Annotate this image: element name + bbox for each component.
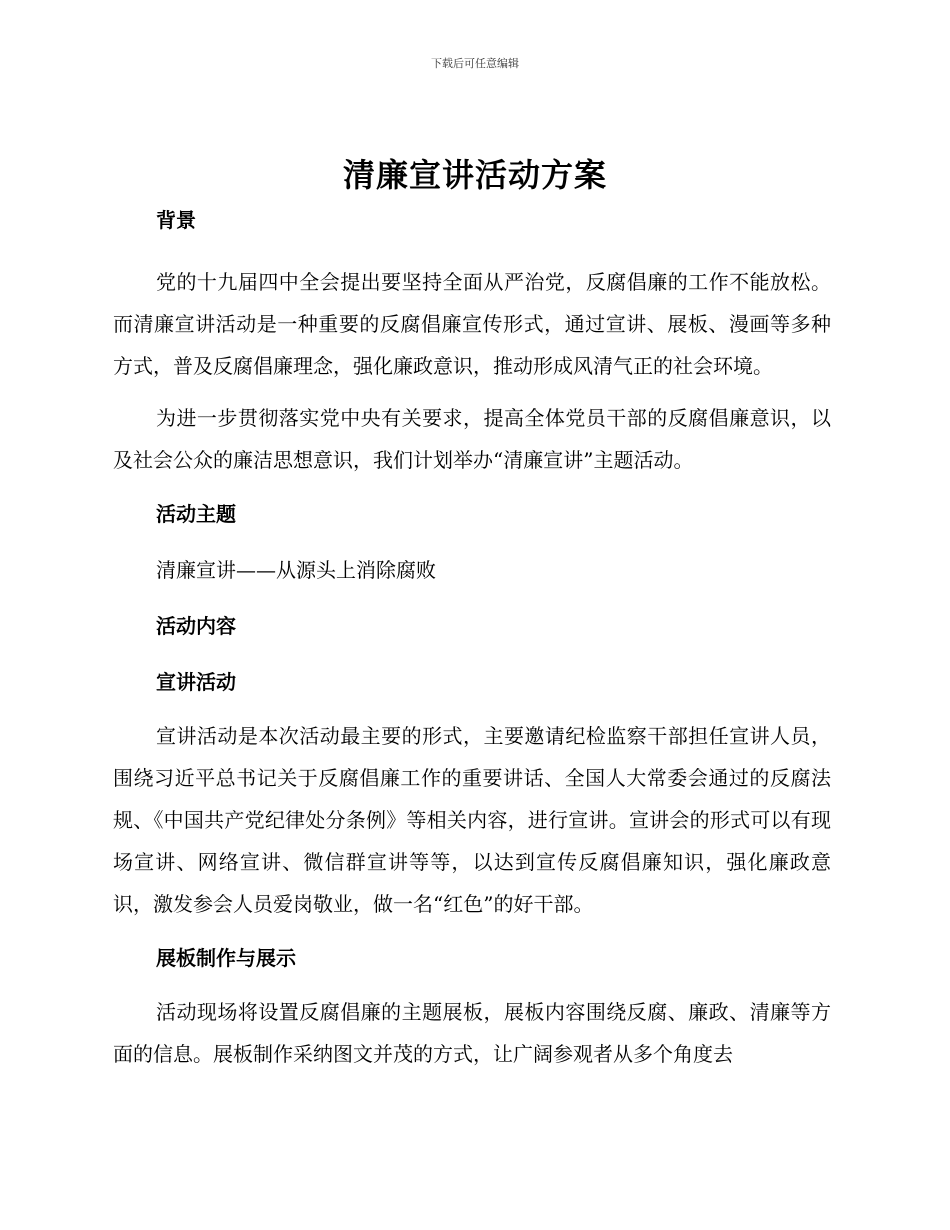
document-body <box>113 205 831 1075</box>
section-heading-theme: 活动主题 <box>156 502 236 526</box>
paragraph-exhibit: 活动现场将设置反腐倡廉的主题展板，展板内容围绕反腐、廉政、清廉等方面的信息。展板制作采纳图文并茂的方式，让广阔参观者从多个角度去 <box>113 1000 831 1066</box>
subsection-heading-exhibit: 展板制作与展示 <box>156 946 296 970</box>
section-heading-content: 活动内容 <box>156 614 236 638</box>
paragraph-background-1: 党的十九届四中全会提出要坚持全面从严治党，反腐倡廉的工作不能放松。而清廉宣讲活动是一种重要的反腐倡廉宣传形式，通过宣讲、展板、漫画等多种方式，普及反腐倡廉理念，强化廉政意识，推动形成风清气正的社会环境。 <box>113 270 831 378</box>
section-heading-background: 背景 <box>156 208 196 232</box>
document-title: 清廉宣讲活动方案 <box>342 156 607 194</box>
subsection-heading-lecture: 宣讲活动 <box>156 670 236 694</box>
paragraph-lecture: 宣讲活动是本次活动最主要的形式，主要邀请纪检监察干部担任宣讲人员，围绕习近平总书记关于反腐倡廉工作的重要讲话、全国人大常委会通过的反腐法规、《中国共产党纪律处分条例》等相关内容，进行宣讲。宣讲会的形式可以有现场宣讲、网络宣讲、微信群宣讲等等，以达到宣传反腐倡廉知识，强化廉政意识，激发参会人员爱岗敬业，做一名“红色”的好干部。 <box>113 724 831 916</box>
paragraph-background-2: 为进一步贯彻落实党中央有关要求，提高全体党员干部的反腐倡廉意识，以及社会公众的廉洁思想意识，我们计划举办“清廉宣讲”主题活动。 <box>113 406 831 472</box>
header-note: 下载后可任意编辑 <box>431 57 519 70</box>
theme-text: 清廉宣讲——从源头上消除腐败 <box>156 558 436 582</box>
